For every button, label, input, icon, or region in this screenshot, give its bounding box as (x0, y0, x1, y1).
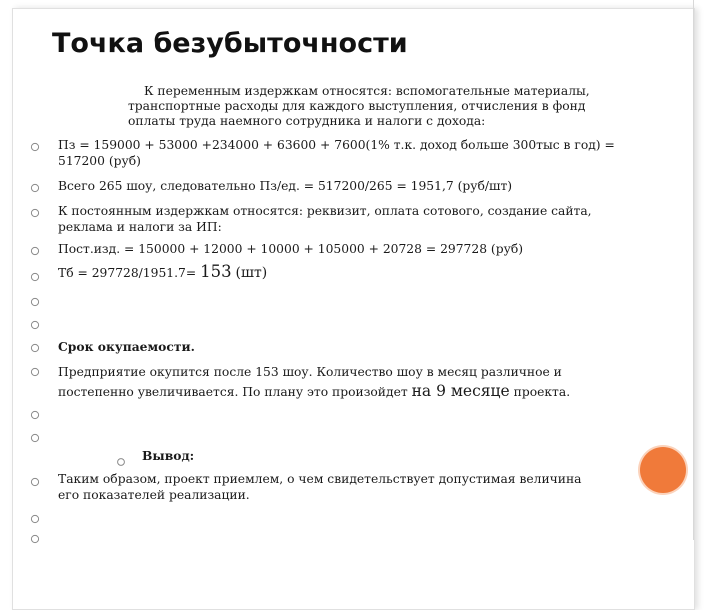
section-heading: Срок окупаемости. (58, 339, 195, 354)
item-text: Тб = 297728/1951.7= (58, 266, 197, 280)
item-highlight: на 9 месяце (411, 382, 510, 400)
list-item (58, 242, 668, 258)
bullet-icon (30, 320, 40, 330)
bullet-icon (30, 514, 40, 524)
item-highlight: 153 (200, 262, 232, 281)
bullet-icon (30, 297, 40, 307)
bullet-icon (30, 272, 40, 282)
list-item (58, 363, 668, 402)
list-item (58, 472, 668, 503)
item-text: реклама и налоги за ИП: (58, 219, 222, 234)
item-text: Пз = 159000 + 53000 +234000 + 63600 + 7600(1% т.к. доход больше 300тыс в год) = (58, 138, 615, 152)
page-title: Точка безубыточности (52, 28, 408, 59)
item-text: проекта. (513, 385, 571, 399)
bullet-icon (30, 183, 40, 193)
bullet-icon (116, 452, 126, 462)
bullet-icon (30, 208, 40, 218)
intro-line-1: К переменным издержкам относятся: вспомогательные материалы, (144, 84, 590, 98)
list-item (58, 264, 668, 282)
accent-circle (640, 447, 686, 493)
list-item (58, 138, 668, 169)
list-item (58, 179, 668, 195)
item-text: его показателей реализации. (58, 487, 250, 502)
list-item (58, 204, 668, 235)
intro-line-3: оплаты труда наемного сотрудника и налоги с дохода: (128, 114, 486, 128)
intro-paragraph (128, 84, 648, 129)
section-heading: Вывод: (142, 448, 195, 463)
bullet-icon (30, 246, 40, 256)
intro-line-2: транспортные расходы для каждого выступления, отчисления в фонд (128, 99, 586, 113)
bullet-icon (30, 433, 40, 443)
item-text: К постоянным издержкам относятся: реквизит, оплата сотового, создание сайта, (58, 204, 592, 218)
item-text: Всего 265 шоу, следовательно Пз/ед. = 517200/265 = 1951,7 (руб/шт) (58, 179, 513, 193)
item-text: Предприятие окупится после 153 шоу. Количество шоу в месяц различное и (58, 365, 562, 379)
bullet-icon (30, 410, 40, 420)
item-text: Таким образом, проект приемлем, о чем свидетельствует допустимая величина (58, 472, 582, 486)
item-text: 517200 (руб) (58, 153, 141, 168)
bullet-icon (30, 477, 40, 487)
item-text: Пост.изд. = 150000 + 12000 + 10000 + 105000 + 20728 = 297728 (руб) (58, 242, 524, 256)
bullet-icon (30, 367, 40, 377)
item-text: (шт) (235, 265, 268, 281)
item-text: постепенно увеличивается. По плану это произойдет (58, 385, 408, 399)
bullet-icon (30, 142, 40, 152)
bullet-icon (30, 534, 40, 544)
bullet-icon (30, 343, 40, 353)
